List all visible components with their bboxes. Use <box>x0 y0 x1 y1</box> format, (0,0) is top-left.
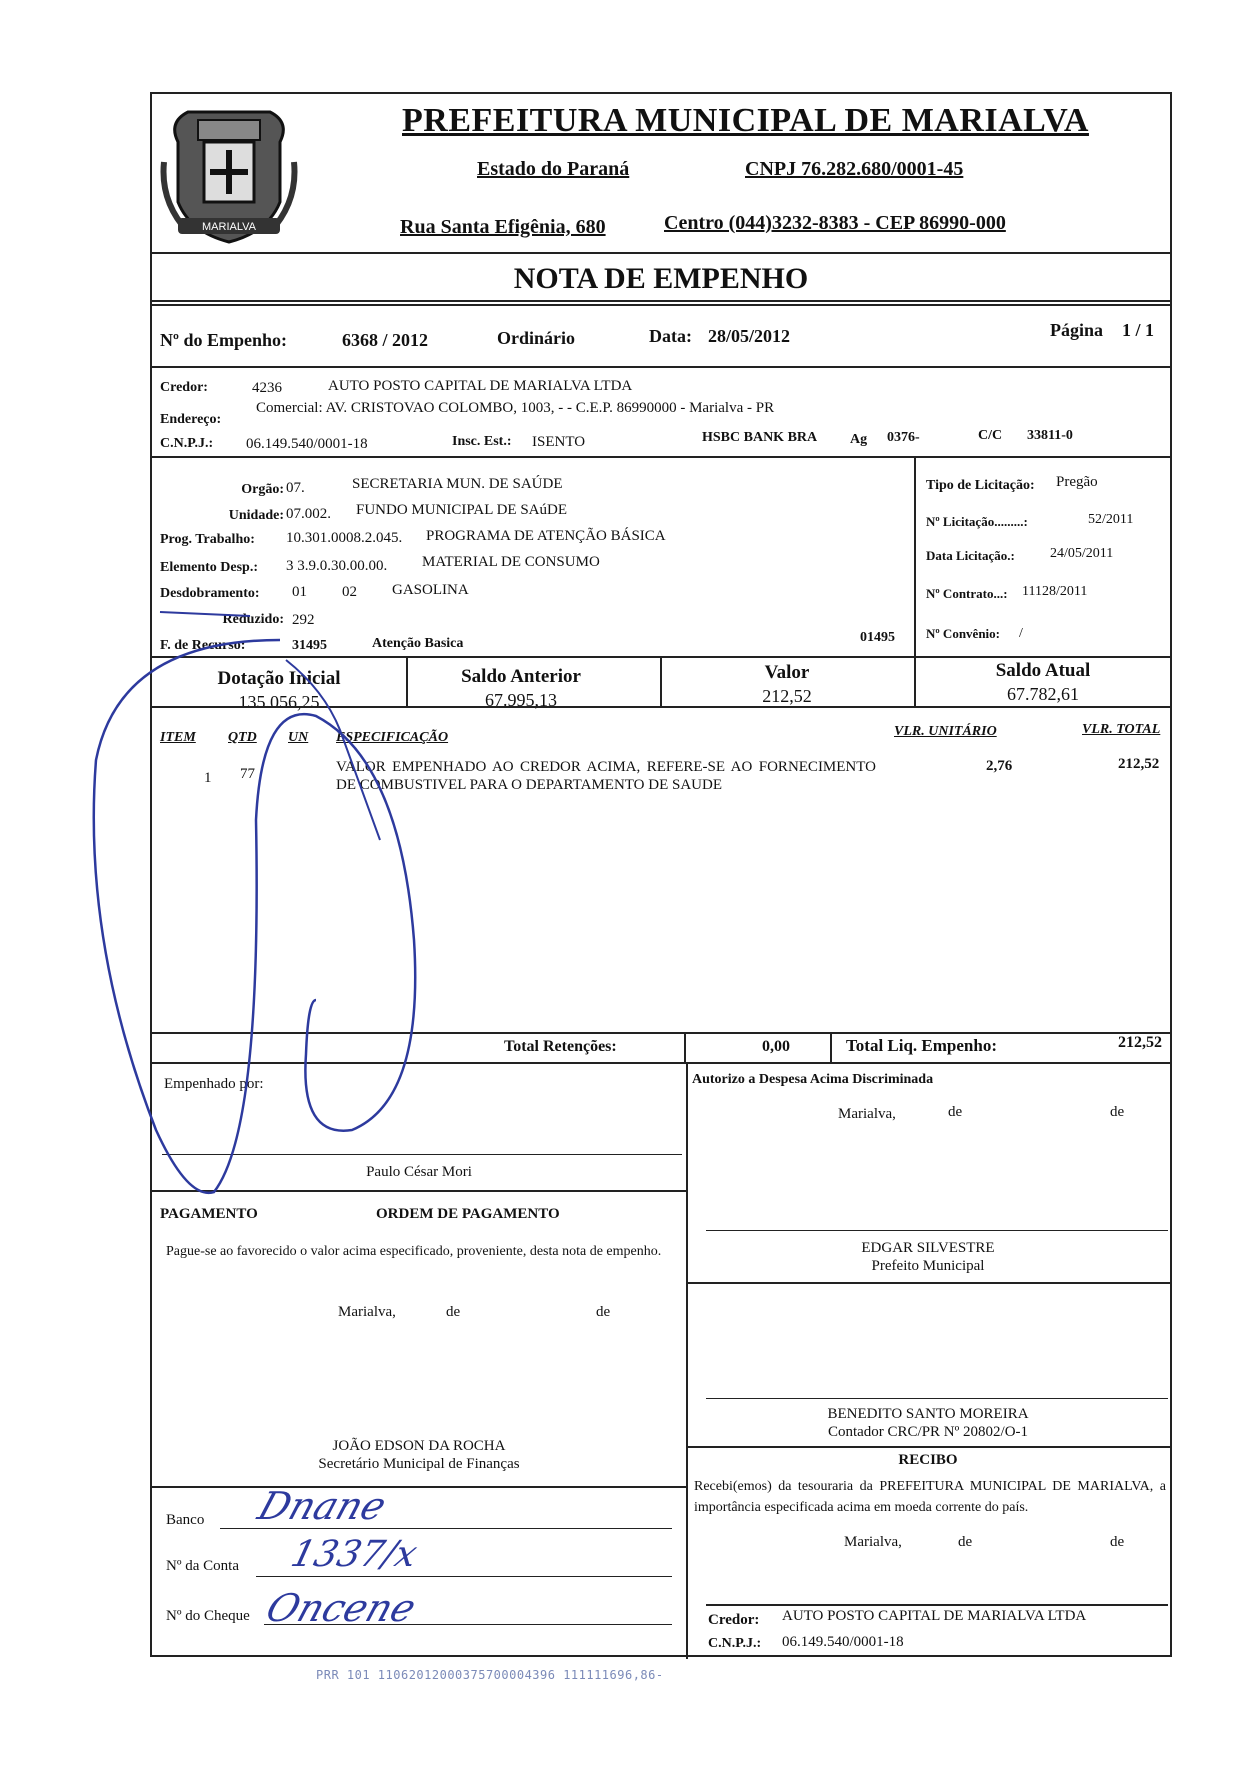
page-number: 1 / 1 <box>1122 320 1155 340</box>
prog-name: PROGRAMA DE ATENÇÃO BÁSICA <box>426 528 666 544</box>
unidade-label: Unidade: <box>228 508 284 523</box>
empenhado-por-label: Empenhado por: <box>164 1076 264 1092</box>
recurso-label: F. de Recurso: <box>160 638 246 653</box>
col-vlr-unitario: VLR. UNITÁRIO <box>894 724 997 739</box>
autorizo-de-1: de <box>948 1104 963 1120</box>
recibo-label: RECIBO <box>898 1452 958 1468</box>
licitacao-data: 24/05/2011 <box>1050 546 1114 561</box>
cnpj-value: 06.149.540/0001-18 <box>246 436 368 452</box>
col-item: ITEM <box>160 730 196 745</box>
secretario-role: Secretário Municipal de Finanças <box>318 1456 520 1472</box>
item-number: 1 <box>204 770 212 786</box>
pagamento-de-2: de <box>596 1304 611 1320</box>
convenio-label: Nº Convênio: <box>926 626 1000 641</box>
endereco-value: Comercial: AV. CRISTOVAO COLOMBO, 1003, - - C.E.P. 86990000 - Marialva - PR <box>256 400 775 416</box>
banco-label: Banco <box>166 1512 205 1528</box>
licitacao-numero: 52/2011 <box>1088 512 1134 527</box>
svg-text:MARIALVA: MARIALVA <box>202 221 256 233</box>
recurso-code: 01495 <box>860 630 895 645</box>
cheque-handwritten: Oncene <box>260 1586 422 1630</box>
document-title: NOTA DE EMPENHO <box>513 262 809 295</box>
credor-name: AUTO POSTO CAPITAL DE MARIALVA LTDA <box>328 378 633 394</box>
banco-handwritten: Dnane <box>252 1484 392 1528</box>
recibo-cnpj-label: C.N.P.J.: <box>708 1636 762 1651</box>
reduzido-value: 292 <box>292 612 315 628</box>
saldo-anterior-label: Saldo Anterior <box>461 666 581 687</box>
recibo-cnpj-value: 06.149.540/0001-18 <box>782 1634 904 1650</box>
prog-code: 10.301.0008.2.045. <box>286 530 403 546</box>
nota-de-empenho-form <box>150 92 1172 1657</box>
page-title: PREFEITURA MUNICIPAL DE MARIALVA <box>402 102 1089 139</box>
unidade-name: FUNDO MUNICIPAL DE SAúDE <box>356 502 567 518</box>
recibo-city: Marialva, <box>844 1534 902 1550</box>
prog-label: Prog. Trabalho: <box>160 532 255 547</box>
pagamento-city: Marialva, <box>338 1304 396 1320</box>
col-un: UN <box>288 730 309 745</box>
licitacao-numero-label: Nº Licitação.........: <box>926 514 1028 529</box>
col-qtd: QTD <box>228 730 257 745</box>
conta-label: Nº da Conta <box>166 1558 239 1574</box>
saldo-anterior-value: 67.995,13 <box>485 690 557 710</box>
valor-label: Valor <box>764 662 810 683</box>
licitacao-tipo-label: Tipo de Licitação: <box>926 478 1035 493</box>
header-contact: Centro (044)3232-8383 - CEP 86990-000 <box>664 212 1006 234</box>
retencoes-label: Total Retenções: <box>504 1038 617 1055</box>
empenho-number-label: Nº do Empenho: <box>160 330 287 350</box>
recurso-value: 31495 <box>292 638 327 653</box>
liq-empenho-label: Total Liq. Empenho: <box>846 1036 997 1055</box>
contador-role: Contador CRC/PR Nº 20802/O-1 <box>827 1424 1029 1440</box>
recibo-de-1: de <box>958 1534 973 1550</box>
elemento-label: Elemento Desp.: <box>160 560 258 575</box>
elemento-code: 3 3.9.0.30.00.00. <box>286 558 388 574</box>
endereco-label: Endereço: <box>160 412 222 427</box>
pague-text: Pague-se ao favorecido o valor acima especificado, proveniente, desta nota de empenho. <box>166 1244 662 1259</box>
empenho-date-label: Data: <box>649 326 692 346</box>
account-label: C/C <box>978 428 1003 443</box>
footer-code: PRR 101 11062012000375700004396 111111696,86- <box>316 1668 664 1682</box>
recibo-credor-label: Credor: <box>708 1612 760 1628</box>
empenho-type: Ordinário <box>497 328 576 348</box>
empenho-date: 28/05/2012 <box>708 326 791 346</box>
insc-value: ISENTO <box>532 434 586 450</box>
prefeito-role: Prefeito Municipal <box>871 1258 985 1274</box>
desdobramento-name: GASOLINA <box>392 582 469 598</box>
desdobramento-b: 02 <box>342 584 357 600</box>
retencoes-value: 0,00 <box>762 1038 790 1055</box>
secretario-name: JOÃO EDSON DA ROCHA <box>332 1438 506 1454</box>
pagamento-label: PAGAMENTO <box>160 1206 258 1222</box>
saldo-atual-label: Saldo Atual <box>995 660 1091 681</box>
prefeito-name: EDGAR SILVESTRE <box>861 1240 995 1256</box>
recibo-credor-name: AUTO POSTO CAPITAL DE MARIALVA LTDA <box>782 1608 1087 1624</box>
agency-value: 0376- <box>887 430 920 445</box>
dotacao-value: 135.056,25 <box>238 692 320 712</box>
coat-of-arms-icon <box>158 102 300 250</box>
elemento-name: MATERIAL DE CONSUMO <box>422 554 600 570</box>
municipal-seal <box>158 102 300 250</box>
header-address: Rua Santa Efigênia, 680 <box>400 216 606 238</box>
contrato-value: 11128/2011 <box>1022 584 1088 599</box>
ordem-pagamento-label: ORDEM DE PAGAMENTO <box>376 1206 560 1222</box>
orgao-label: Orgão: <box>241 482 284 497</box>
convenio-value: / <box>1019 626 1023 641</box>
agency-label: Ag <box>850 432 868 447</box>
recurso-name: Atenção Basica <box>372 636 464 651</box>
item-especificacao: VALOR EMPENHADO AO CREDOR ACIMA, REFERE-SE AO FORNECIMENTO DE COMBUSTIVEL PARA O DEPARTAMENTO DE SAUDE <box>336 759 876 793</box>
bank-name: HSBC BANK BRA <box>702 430 818 445</box>
liq-empenho-value: 212,52 <box>1118 1034 1162 1051</box>
contrato-label: Nº Contrato...: <box>926 586 1008 601</box>
cnpj-label: C.N.P.J.: <box>160 436 214 451</box>
valor-value: 212,52 <box>762 686 812 706</box>
recibo-text: Recebi(emos) da tesouraria da PREFEITURA MUNICIPAL DE MARIALVA, a importância especificada acima em moeda corrente do país. <box>694 1479 1166 1515</box>
header-cnpj: CNPJ 76.282.680/0001-45 <box>745 158 964 180</box>
unidade-code: 07.002. <box>286 506 331 522</box>
empenho-number: 6368 / 2012 <box>342 330 429 350</box>
desdobramento-a: 01 <box>292 584 307 600</box>
reduzido-label: Reduzido: <box>222 612 284 627</box>
autorizo-city: Marialva, <box>838 1106 896 1122</box>
desdobramento-label: Desdobramento: <box>160 586 260 601</box>
orgao-name: SECRETARIA MUN. DE SAÚDE <box>352 476 563 492</box>
recibo-de-2: de <box>1110 1534 1125 1550</box>
pagamento-de-1: de <box>446 1304 461 1320</box>
autorizo-de-2: de <box>1110 1104 1125 1120</box>
saldo-atual-value: 67.782,61 <box>1007 684 1079 704</box>
col-especificacao: ESPECIFICAÇÃO <box>336 730 449 745</box>
contador-name: BENEDITO SANTO MOREIRA <box>827 1406 1029 1422</box>
licitacao-data-label: Data Licitação.: <box>926 548 1015 563</box>
licitacao-tipo: Pregão <box>1056 474 1098 490</box>
item-vlr-total: 212,52 <box>1118 756 1160 772</box>
page-label: Página <box>1050 320 1104 340</box>
dotacao-label: Dotação Inicial <box>217 668 341 689</box>
state-label: Estado do Paraná <box>477 158 630 180</box>
orgao-code: 07. <box>286 480 305 496</box>
conta-handwritten: 1337/x <box>286 1534 422 1575</box>
insc-label: Insc. Est.: <box>452 434 512 449</box>
empenhado-por-name: Paulo César Mori <box>366 1164 472 1180</box>
item-qtd: 77 <box>240 766 255 782</box>
credor-code: 4236 <box>252 380 282 396</box>
item-vlr-unitario: 2,76 <box>986 758 1013 774</box>
cheque-label: Nº do Cheque <box>166 1608 250 1624</box>
autorizo-label: Autorizo a Despesa Acima Discriminada <box>692 1072 934 1087</box>
credor-label: Credor: <box>160 380 208 395</box>
col-vlr-total: VLR. TOTAL <box>1082 722 1161 737</box>
account-value: 33811-0 <box>1027 428 1073 443</box>
